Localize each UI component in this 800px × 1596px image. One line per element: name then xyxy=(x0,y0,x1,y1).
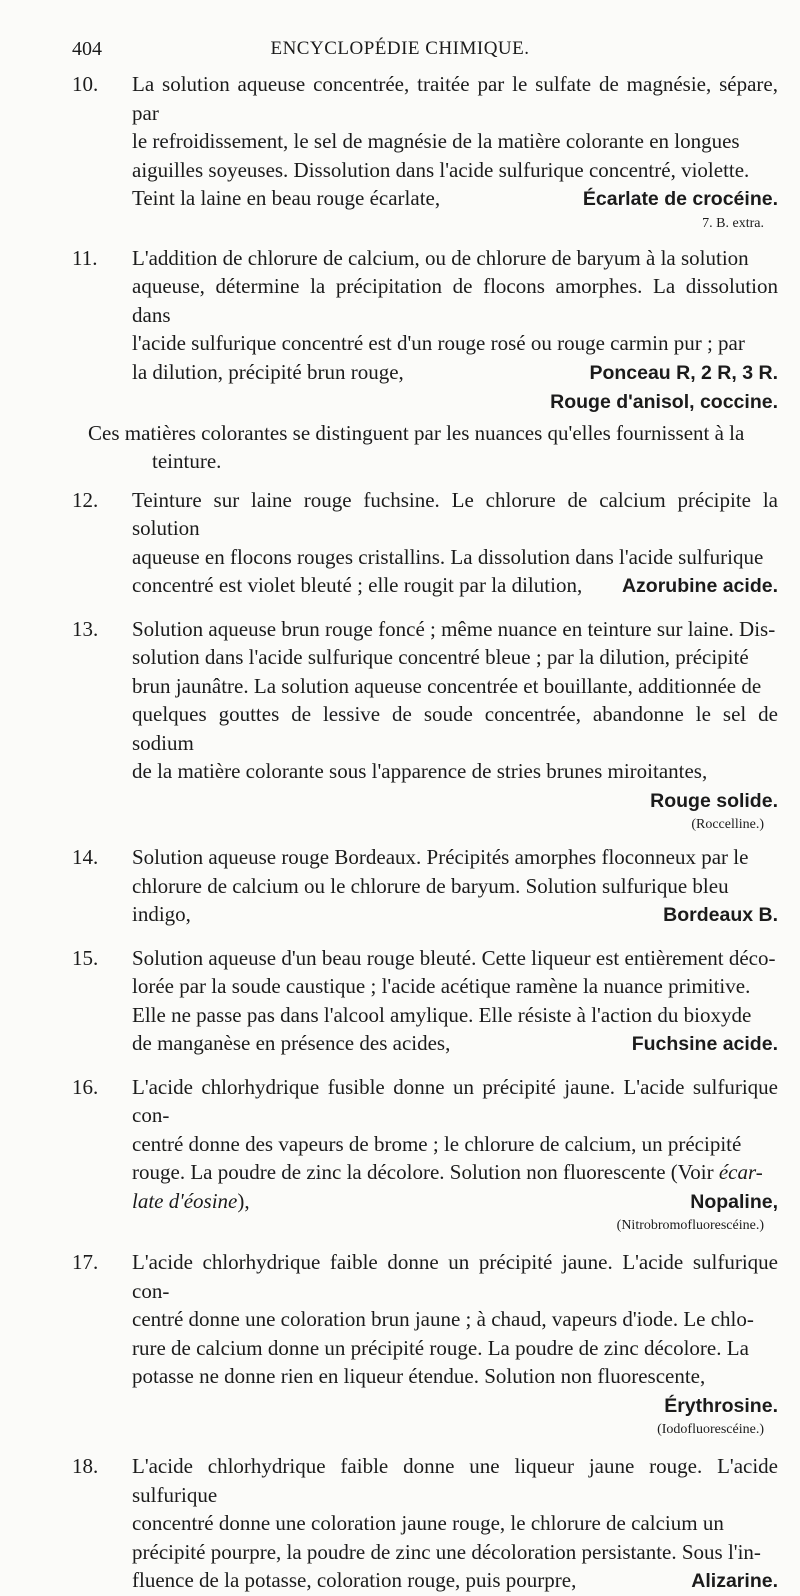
entry-line: de la matière colorante sous l'apparence de stries brunes miroitantes, xyxy=(132,759,708,783)
dye-name: Fuchsine acide. xyxy=(631,1033,778,1055)
entry-line: rure de calcium donne un précipité rouge. La poudre de zinc décolore. La xyxy=(132,1335,749,1360)
entry-line: L'acide chlorhydrique fusible donne un précipité jaune. L'acide sulfurique con- xyxy=(132,1074,778,1127)
entry-17 xyxy=(0,1248,800,1440)
note-paragraph xyxy=(0,419,800,476)
entry-line: concentré donne une coloration jaune rouge, le chlorure de calcium un xyxy=(132,1511,724,1535)
cross-reference: late d'éosine xyxy=(132,1188,238,1213)
dye-name-row xyxy=(132,1391,778,1421)
entry-line: rouge. La poudre de zinc la décolore. Solution non fluorescente (Voir écar- xyxy=(132,1160,763,1184)
entry-line: late d'éosine), xyxy=(132,1188,250,1213)
entry-16 xyxy=(0,1073,800,1237)
entry-line: la dilution, précipité brun rouge, xyxy=(132,359,404,384)
entry-number: 15. xyxy=(72,945,99,970)
entry-line: Teinture sur laine rouge fuchsine. Le chlorure de calcium précipite la solution xyxy=(132,487,778,540)
dye-name: Érythrosine. xyxy=(664,1394,778,1417)
entry-number: 11. xyxy=(72,245,98,270)
entry-number: 17. xyxy=(72,1250,99,1274)
entry-final-row xyxy=(132,1029,778,1059)
entry-line: Solution aqueuse brun rouge foncé ; même nuance en teinture sur laine. Dis- xyxy=(132,616,776,641)
entry-15 xyxy=(0,944,800,1059)
entry-14 xyxy=(0,843,800,930)
dye-name: Rouge solide. xyxy=(650,789,778,812)
entry-line: chlorure de calcium ou le chlorure de baryum. Solution sulfurique bleu xyxy=(132,873,729,898)
entry-line: aqueuse, détermine la précipitation de flocons amorphes. La dissolution dans xyxy=(132,274,778,327)
dye-name: Alizarine. xyxy=(691,1570,778,1592)
entry-line: potasse ne donne rien en liqueur étendue. Solution non fluorescente, xyxy=(132,1364,706,1388)
entry-line: aiguilles soyeuses. Dissolution dans l'acide sulfurique concentré, violette. xyxy=(132,157,750,182)
entry-line: L'acide chlorhydrique faible donne une liqueur jaune rouge. L'acide sulfurique xyxy=(132,1454,778,1507)
entry-line: quelques gouttes de lessive de soude concentrée, abandonne le sel de sodium xyxy=(132,702,778,755)
entry-line: L'acide chlorhydrique faible donne un précipité jaune. L'acide sulfurique con- xyxy=(132,1250,778,1303)
entry-12 xyxy=(0,486,800,601)
dye-name: Écarlate de crocéine. xyxy=(582,188,778,210)
dye-name: Nopaline, xyxy=(690,1190,778,1213)
entries-list xyxy=(0,70,800,1596)
entry-final-row xyxy=(132,358,778,388)
entry-line: La solution aqueuse concentrée, traitée par le sulfate de magnésie, sépare, par xyxy=(132,72,778,125)
dye-subname: (Roccelline.) xyxy=(691,817,764,832)
entry-number: 13. xyxy=(72,616,99,641)
dye-name: Bordeaux B. xyxy=(663,904,778,926)
dye-name: Rouge d'anisol, coccine. xyxy=(550,391,778,413)
entry-line: précipité pourpre, la poudre de zinc une décoloration persistante. Sous l'in- xyxy=(132,1539,761,1564)
entry-line: indigo, xyxy=(132,902,191,926)
entry-line: Solution aqueuse d'un beau rouge bleuté. Cette liqueur est entièrement déco- xyxy=(132,945,776,970)
cross-reference: écar- xyxy=(718,1160,763,1184)
entry-line: brun jaunâtre. La solution aqueuse concentrée et bouillante, additionnée de xyxy=(132,673,762,698)
entry-line: Elle ne passe pas dans l'alcool amylique. Elle résiste à l'action du bioxyde xyxy=(132,1002,752,1027)
dye-name: Azorubine acide. xyxy=(621,575,778,597)
entry-number: 16. xyxy=(72,1074,99,1099)
entry-11 xyxy=(0,244,800,417)
note-line: Ces matières colorantes se distinguent par les nuances qu'elles fournissent à la xyxy=(88,420,745,445)
entry-number: 10. xyxy=(72,72,99,96)
entry-line: solution dans l'acide sulfurique concentré bleue ; par la dilution, précipité xyxy=(132,645,749,669)
entry-final-row xyxy=(132,184,778,214)
dye-name: Ponceau R, 2 R, 3 R. xyxy=(589,361,778,384)
dye-name-row xyxy=(132,786,778,816)
entry-line: fluence de la potasse, coloration rouge, puis pourpre, xyxy=(132,1568,577,1592)
entry-final-row xyxy=(132,900,778,930)
entry-line: l'acide sulfurique concentré est d'un rouge rosé ou rouge carmin pur ; par xyxy=(132,331,745,355)
entry-line: L'addition de chlorure de calcium, ou de chlorure de baryum à la solution xyxy=(132,245,749,270)
entry-line: centré donne des vapeurs de brome ; le chlorure de calcium, un précipité xyxy=(132,1131,742,1156)
page-header xyxy=(0,38,800,68)
entry-line: le refroidissement, le sel de magnésie de la matière colorante en longues xyxy=(132,129,740,153)
entry-13 xyxy=(0,615,800,836)
dye-name-continued xyxy=(132,387,778,417)
entry-number: 14. xyxy=(72,845,99,869)
dye-subname: (Nitrobromofluorescéine.) xyxy=(616,1218,764,1233)
dye-subname: (Iodofluorescéine.) xyxy=(657,1422,764,1437)
entry-final-row xyxy=(132,1187,778,1217)
entry-line: de manganèse en présence des acides, xyxy=(132,1031,451,1055)
entry-number: 18. xyxy=(72,1454,99,1478)
entry-line: Solution aqueuse rouge Bordeaux. Précipités amorphes floconneux par le xyxy=(132,845,749,869)
page-number: 404 xyxy=(72,38,102,60)
entry-10 xyxy=(0,70,800,234)
entry-line: lorée par la soude caustique ; l'acide acétique ramène la nuance primitive. xyxy=(132,974,751,998)
entry-line: aqueuse en flocons rouges cristallins. La dissolution dans l'acide sulfurique xyxy=(132,544,764,569)
running-title: ENCYCLOPÉDIE CHIMIQUE. xyxy=(270,38,530,59)
entry-line: Teint la laine en beau rouge écarlate, xyxy=(132,186,441,210)
entry-final-row xyxy=(132,571,778,601)
entry-18 xyxy=(0,1452,800,1596)
entry-final-row xyxy=(132,1566,778,1596)
dye-subname: 7. B. extra. xyxy=(702,215,764,231)
note-line: teinture. xyxy=(152,449,222,473)
entry-line: centré donne une coloration brun jaune ; à chaud, vapeurs d'iode. Le chlo- xyxy=(132,1307,754,1331)
entry-line: concentré est violet bleuté ; elle rougit par la dilution, xyxy=(132,573,583,597)
entry-number: 12. xyxy=(72,487,99,512)
